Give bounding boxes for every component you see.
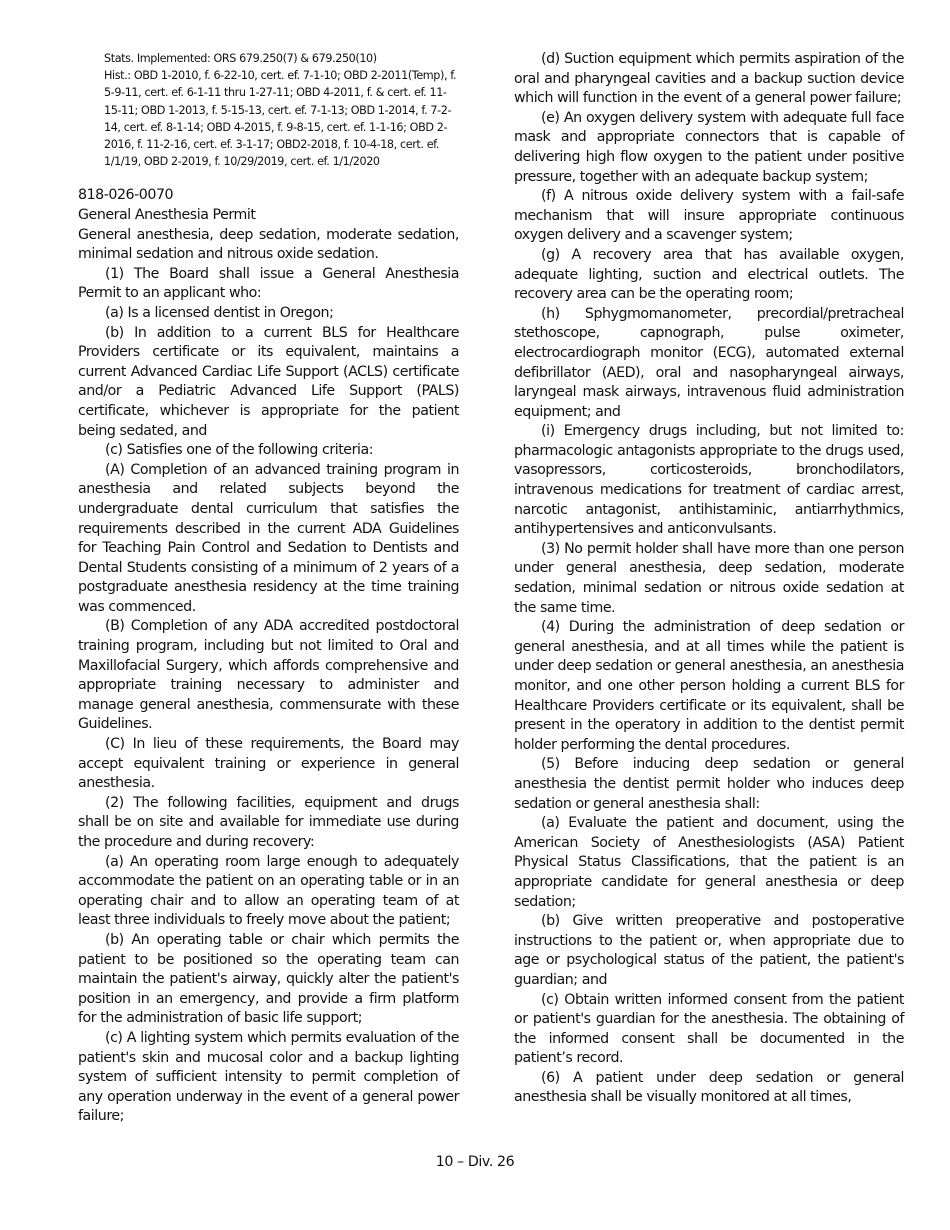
rule-title: General Anesthesia Permit — [78, 207, 256, 224]
paragraph-2h: (h) Sphygmomanometer, precordial/pretracheal stethoscope, capnograph, pulse oximeter, electrocardiograph monitor (ECG), automated external defibrillator (AED), oral and nasopharyngeal airways, laryngeal mask airways, intravenous fluid administration equipment; and — [514, 305, 904, 420]
stats-implemented: Stats. Implemented: ORS 679.250(7) & 679.250(10) — [104, 52, 377, 65]
paragraph-1b: (b) In addition to a current BLS for Healthcare Providers certificate or its equivalent, maintains a current Advanced Cardiac Life Support (ACLS) certificate and/or a Pediatric Advanced Life Support (PALS) certificate, whichever is appropriate for the patient being sedated, and — [78, 324, 459, 439]
paragraph-6: (6) A patient under deep sedation or general anesthesia shall be visually monitored at all times, — [514, 1069, 904, 1106]
history-note — [104, 50, 459, 170]
paragraph-5a: (a) Evaluate the patient and document, using the American Society of Anesthesiologists (ASA) Patient Physical Status Classifications, that the patient is an appropriate candidate for general anesthesia or deep sedation; — [514, 815, 904, 910]
paragraph-2i: (i) Emergency drugs including, but not limited to: pharmacologic antagonists appropriate to the drugs used, vasopressors, corticosteroids, bronchodilators, intravenous medications for treatment of cardiac arrest, narcotic antagonist, antihistaminic, antiarrhythmics, antihypertensives and anticonvulsants. — [514, 423, 904, 538]
paragraph-1c: (c) Satisfies one of the following criteria: — [105, 442, 374, 459]
paragraph-5c: (c) Obtain written informed consent from the patient or patient's guardian for the anesthesia. The obtaining of the informed consent shall be documented in the patient’s record. — [514, 991, 904, 1067]
rule-number: 818-026-0070 — [78, 187, 174, 204]
paragraph-1: (1) The Board shall issue a General Anesthesia Permit to an applicant who: — [78, 265, 459, 302]
paragraph-5b: (b) Give written preoperative and postoperative instructions to the patient or, when appropriate due to age or psychological status of the patient, the patient's guardian; and — [514, 913, 904, 988]
rule-scope: General anesthesia, deep sedation, moderate sedation, minimal sedation and nitrous oxide sedation. — [78, 226, 459, 263]
paragraph-3: (3) No permit holder shall have more than one person under general anesthesia, deep sedation, moderate sedation, minimal sedation or nitrous oxide sedation at the same time. — [514, 540, 904, 616]
paragraph-1c-A: (A) Completion of an advanced training program in anesthesia and related subjects beyond the undergraduate dental curriculum that satisfies the requirements described in the current ADA Guidelines for Teaching Pain Control and Sedation to Dentists and Dental Students consisting of a minimum of 2 years of a postgraduate anesthesia residency at the time training was commenced. — [78, 461, 459, 615]
paragraph-2b: (b) An operating table or chair which permits the patient to be positioned so the operating team can maintain the patient's airway, quickly alter the patient's position in an emergency, and provide a firm platform for the administration of basic life support; — [78, 931, 459, 1027]
paragraph-2d: (d) Suction equipment which permits aspiration of the oral and pharyngeal cavities and a backup suction device which will function in the event of a general power failure; — [514, 51, 904, 107]
paragraph-2a: (a) An operating room large enough to adequately accommodate the patient on an operating table or in an operating chair and to allow an operating team of at least three individuals to freely move about the patient; — [78, 853, 459, 929]
paragraph-1c-B: (B) Completion of any ADA accredited postdoctoral training program, including but not limited to Oral and Maxillofacial Surgery, which affords comprehensive and appropriate training necessary to administer and manage general anesthesia, commensurate with these Guidelines. — [78, 618, 459, 733]
paragraph-2c: (c) A lighting system which permits evaluation of the patient's skin and mucosal color and a backup lighting system of sufficient intensity to permit completion of any operation underway in the event of a general power failure; — [78, 1029, 459, 1125]
paragraph-5: (5) Before inducing deep sedation or general anesthesia the dentist permit holder who induces deep sedation or general anesthesia shall: — [514, 756, 904, 812]
right-column — [514, 50, 904, 1108]
paragraph-2g: (g) A recovery area that has available oxygen, adequate lighting, suction and electrical outlets. The recovery area can be the operating room; — [514, 246, 904, 303]
paragraph-1a: (a) Is a licensed dentist in Oregon; — [105, 304, 334, 321]
page-footer: 10 – Div. 26 — [435, 1154, 515, 1170]
paragraph-4: (4) During the administration of deep sedation or general anesthesia, and at all times while the patient is under deep sedation or general anesthesia, an anesthesia monitor, and one other person holding a current BLS for Healthcare Providers certificate or its equivalent, shall be present in the operatory in addition to the dentist permit holder performing the dental procedures. — [514, 619, 904, 753]
paragraph-2f: (f) A nitrous oxide delivery system with a fail-safe mechanism that will insure appropriate continuous oxygen delivery and a scavenger system; — [514, 188, 904, 244]
paragraph-1c-C: (C) In lieu of these requirements, the Board may accept equivalent training or experience in general anesthesia. — [78, 736, 459, 792]
left-column — [78, 50, 459, 1127]
history-text: Hist.: OBD 1-2010, f. 6-22-10, cert. ef. 7-1-10; OBD 2-2011(Temp), f. 5-9-11, cert. ef. 6-1-11 thru 1-27-11; OBD 4-2011, f. & cert. ef. 11-15-11; OBD 1-2013, f. 5-15-13, cert. ef. 7-1-13; OBD 1-2014, f. 7-2-14, cert. ef. 8-1-14; OBD 4-2015, f. 9-8-15, cert. ef. 1-1-16; OBD 2-2016, f. 11-2-16, cert. ef. 3-1-17; OBD2-2018, f. 10-4-18, cert. ef. 1/1/19, OBD 2-2019, f. 10/29/2019, cert. ef. 1/1/2020 — [104, 69, 457, 169]
paragraph-2: (2) The following facilities, equipment and drugs shall be on site and available for immediate use during the procedure and during recovery: — [78, 794, 459, 851]
paragraph-2e: (e) An oxygen delivery system with adequate full face mask and appropriate connectors that is capable of delivering high flow oxygen to the patient under positive pressure, together with an adequate backup system; — [514, 109, 904, 185]
